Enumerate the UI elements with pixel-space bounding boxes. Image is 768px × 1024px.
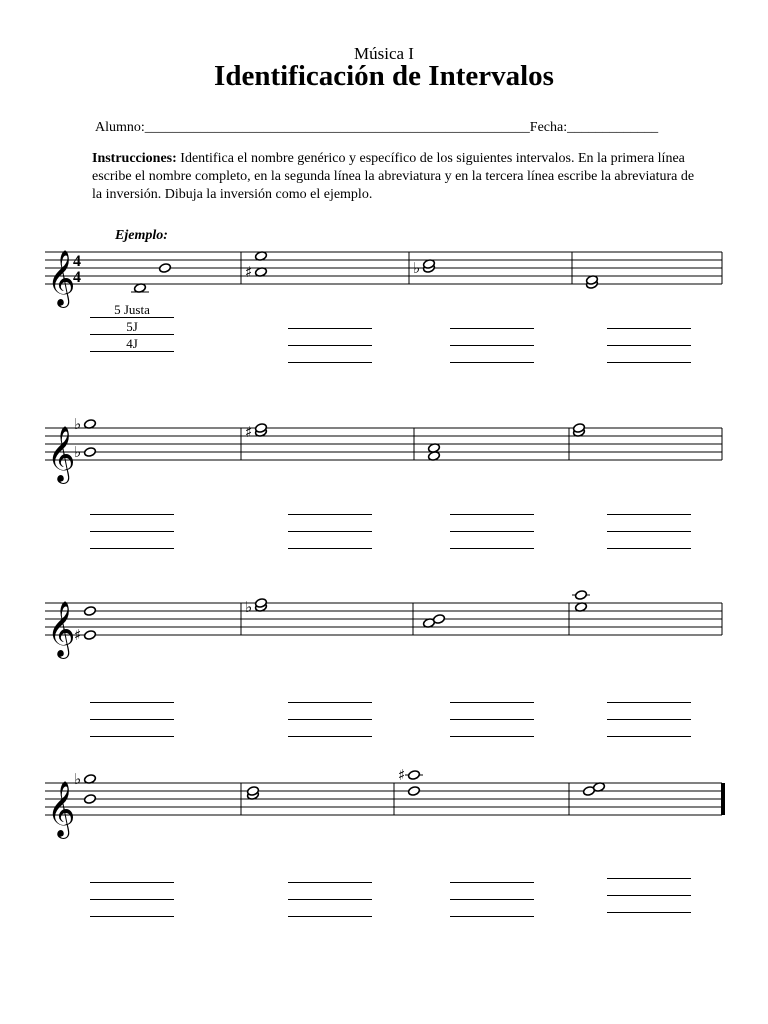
answer-blank[interactable] <box>288 331 372 346</box>
staff-system <box>0 398 768 488</box>
sharp-icon: ♯ <box>74 626 82 644</box>
answer-blank[interactable] <box>288 314 372 329</box>
answer-blank[interactable] <box>607 534 691 549</box>
whole-note <box>408 770 421 781</box>
example-answer-line: 5J <box>90 320 174 335</box>
example-answer-line: 5 Justa <box>90 303 174 318</box>
answer-blank[interactable] <box>450 500 534 515</box>
answer-blank[interactable] <box>288 500 372 515</box>
answer-blank[interactable] <box>450 331 534 346</box>
treble-clef-icon: 𝄞 <box>47 781 76 837</box>
whole-note <box>159 263 172 274</box>
staff-system <box>0 753 768 843</box>
student-date-line: Alumno:_______________________________________________________Fecha:_____________ <box>95 120 659 135</box>
answer-blank[interactable] <box>607 881 691 896</box>
instructions-label: Instrucciones: <box>92 151 177 166</box>
sharp-icon: ♯ <box>398 766 406 784</box>
answer-blank[interactable] <box>90 705 174 720</box>
answer-blank[interactable] <box>288 722 372 737</box>
answer-blank[interactable] <box>90 500 174 515</box>
answer-blank[interactable] <box>450 722 534 737</box>
whole-note <box>408 786 421 797</box>
example-answer-line: 4J <box>90 337 174 352</box>
answer-blank[interactable] <box>607 864 691 879</box>
answer-blank[interactable] <box>288 868 372 883</box>
answer-blank[interactable] <box>607 500 691 515</box>
final-barline <box>721 783 725 815</box>
answer-blank[interactable] <box>607 898 691 913</box>
staff-system <box>0 573 768 663</box>
whole-note <box>84 606 97 617</box>
answer-blank[interactable] <box>288 902 372 917</box>
whole-note <box>433 614 446 625</box>
sharp-icon: ♯ <box>245 423 253 441</box>
answer-blank[interactable] <box>288 517 372 532</box>
whole-note <box>84 794 97 805</box>
answer-blank[interactable] <box>607 688 691 703</box>
answer-blank[interactable] <box>607 348 691 363</box>
answer-blank[interactable] <box>450 868 534 883</box>
whole-note <box>575 590 588 601</box>
answer-blank[interactable] <box>607 314 691 329</box>
answer-blank[interactable] <box>90 868 174 883</box>
answer-blank[interactable] <box>450 688 534 703</box>
treble-clef-icon: 𝄞 <box>47 601 76 657</box>
instructions <box>92 150 704 204</box>
answer-blank[interactable] <box>450 314 534 329</box>
time-signature-bottom: 4 <box>73 269 81 286</box>
answer-blank[interactable] <box>90 688 174 703</box>
flat-icon: ♭ <box>245 598 253 616</box>
answer-blank[interactable] <box>288 705 372 720</box>
answer-blank[interactable] <box>288 534 372 549</box>
whole-note <box>84 447 97 458</box>
answer-blank[interactable] <box>90 885 174 900</box>
answer-blank[interactable] <box>607 705 691 720</box>
answer-blank[interactable] <box>288 688 372 703</box>
answer-blank[interactable] <box>90 902 174 917</box>
answer-blank[interactable] <box>90 517 174 532</box>
answer-blank[interactable] <box>90 722 174 737</box>
example-label: Ejemplo: <box>115 228 168 243</box>
flat-icon: ♭ <box>74 443 82 461</box>
answer-blank[interactable] <box>450 348 534 363</box>
answer-blank[interactable] <box>607 517 691 532</box>
sharp-icon: ♯ <box>245 263 253 281</box>
whole-note <box>84 630 97 641</box>
flat-icon: ♭ <box>74 415 82 433</box>
answer-blank[interactable] <box>450 534 534 549</box>
treble-clef-icon: 𝄞 <box>47 426 76 482</box>
flat-icon: ♭ <box>413 259 421 277</box>
answer-blank[interactable] <box>450 902 534 917</box>
answer-blank[interactable] <box>90 534 174 549</box>
course-title: Música I <box>354 44 414 63</box>
answer-blank[interactable] <box>288 885 372 900</box>
page-title: Identificación de Intervalos <box>214 60 554 92</box>
answer-blank[interactable] <box>450 517 534 532</box>
treble-clef-icon: 𝄞 <box>47 250 76 306</box>
answer-blank[interactable] <box>450 885 534 900</box>
answer-blank[interactable] <box>450 705 534 720</box>
answer-blank[interactable] <box>288 348 372 363</box>
flat-icon: ♭ <box>74 770 82 788</box>
answer-blank[interactable] <box>607 722 691 737</box>
time-signature-top: 4 <box>73 253 81 270</box>
instructions-text: Identifica el nombre genérico y específico de los siguientes intervalos. En la primera línea escribe el nombre completo, en la segunda línea la abreviatura y en la tercera línea escribe la abreviatura de la inversión. Dibuja la inversión como el ejemplo. <box>92 151 695 202</box>
staff-system <box>0 222 768 312</box>
answer-blank[interactable] <box>607 331 691 346</box>
